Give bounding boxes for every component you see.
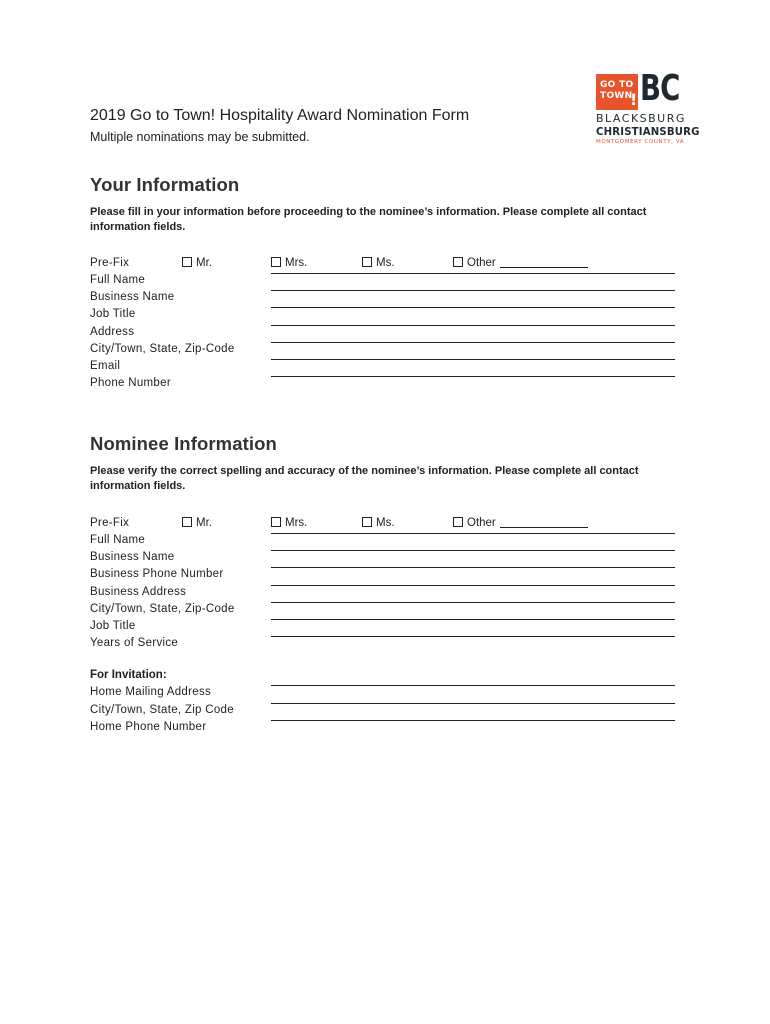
- nominee-full-name-blank[interactable]: [271, 533, 675, 534]
- your-city-blank[interactable]: [271, 342, 675, 343]
- nominee-business-name-blank[interactable]: [271, 550, 675, 551]
- logo-christiansburg: CHRISTIANSBURG: [596, 125, 700, 138]
- logo-blacksburg: BLACKSBURG: [596, 112, 686, 125]
- home-phone-blank[interactable]: [271, 720, 675, 721]
- other-blank[interactable]: [500, 267, 588, 268]
- checkbox-icon[interactable]: [271, 257, 281, 267]
- your-email-blank[interactable]: [271, 359, 675, 360]
- your-field-label: Phone Number: [90, 377, 171, 389]
- checkbox-icon[interactable]: [453, 257, 463, 267]
- nominee-field-label: City/Town, State, Zip-Code: [90, 603, 235, 615]
- nominee-business-phone-blank[interactable]: [271, 567, 675, 568]
- invitation-field-label: City/Town, State, Zip Code: [90, 704, 234, 716]
- nominee-city-blank[interactable]: [271, 602, 675, 603]
- nominee-business-address-blank[interactable]: [271, 585, 675, 586]
- option-label: Other: [467, 257, 496, 269]
- invitation-heading: For Invitation:: [90, 669, 167, 681]
- invitation-field-label: Home Mailing Address: [90, 686, 212, 698]
- nominee-prefix-label: Pre-Fix: [90, 517, 130, 529]
- your-prefix-ms[interactable]: [362, 257, 395, 269]
- your-field-label: Email: [90, 360, 121, 372]
- nominee-prefix-mr[interactable]: [182, 517, 212, 529]
- nominee-prefix-ms[interactable]: [362, 517, 395, 529]
- logo-county: MONTGOMERY COUNTY, VA: [596, 139, 685, 145]
- option-label: Mrs.: [285, 517, 308, 529]
- home-mailing-address-blank[interactable]: [271, 685, 675, 686]
- your-phone-blank[interactable]: [271, 376, 675, 377]
- logo-orange-box: [596, 74, 638, 110]
- nominee-field-label: Business Address: [90, 586, 187, 598]
- option-label: Other: [467, 517, 496, 529]
- your-prefix-mr[interactable]: [182, 257, 212, 269]
- your-field-label: Business Name: [90, 291, 175, 303]
- other-blank[interactable]: [500, 527, 588, 528]
- invitation-field-label: Home Phone Number: [90, 721, 207, 733]
- your-info-instructions: Please fill in your information before proceeding to the nominee’s information. Please complete all contact information fields.: [90, 206, 647, 233]
- checkbox-icon[interactable]: [271, 517, 281, 527]
- logo-exclamation: !: [630, 90, 638, 109]
- checkbox-icon[interactable]: [362, 517, 372, 527]
- nominee-info-instructions: Please verify the correct spelling and accuracy of the nominee’s information. Please complete all contact information fields.: [90, 465, 639, 492]
- checkbox-icon[interactable]: [362, 257, 372, 267]
- option-label: Ms.: [376, 517, 395, 529]
- your-prefix-mrs[interactable]: [271, 257, 307, 269]
- form-title: 2019 Go to Town! Hospitality Award Nomination Form: [90, 107, 470, 124]
- checkbox-icon[interactable]: [453, 517, 463, 527]
- your-full-name-blank[interactable]: [271, 273, 675, 274]
- your-info-heading: Your Information: [90, 174, 240, 195]
- your-field-label: Address: [90, 326, 135, 338]
- nominee-field-label: Business Name: [90, 551, 175, 563]
- nominee-field-label: Full Name: [90, 534, 146, 546]
- nominee-prefix-other[interactable]: [453, 517, 588, 529]
- nominee-field-label: Business Phone Number: [90, 568, 224, 580]
- nominee-prefix-mrs[interactable]: [271, 517, 307, 529]
- your-address-blank[interactable]: [271, 325, 675, 326]
- nominee-info-heading: Nominee Information: [90, 433, 277, 454]
- logo-box-text: GO TO TOWN: [600, 80, 634, 101]
- checkbox-icon[interactable]: [182, 257, 192, 267]
- nominee-field-label: Job Title: [90, 620, 136, 632]
- nominee-years-blank[interactable]: [271, 636, 675, 637]
- your-job-title-blank[interactable]: [271, 307, 675, 308]
- checkbox-icon[interactable]: [182, 517, 192, 527]
- option-label: Mr.: [196, 257, 212, 269]
- your-field-label: Full Name: [90, 274, 146, 286]
- form-subtitle: Multiple nominations may be submitted.: [90, 130, 310, 144]
- your-business-name-blank[interactable]: [271, 290, 675, 291]
- nominee-field-label: Years of Service: [90, 637, 179, 649]
- your-field-label: Job Title: [90, 308, 136, 320]
- nominee-job-title-blank[interactable]: [271, 619, 675, 620]
- logo-bc-letters: BC: [640, 68, 680, 109]
- option-label: Mrs.: [285, 257, 308, 269]
- your-prefix-other[interactable]: [453, 257, 588, 269]
- your-prefix-label: Pre-Fix: [90, 257, 130, 269]
- go-to-town-logo: [596, 68, 700, 148]
- option-label: Ms.: [376, 257, 395, 269]
- your-field-label: City/Town, State, Zip-Code: [90, 343, 235, 355]
- option-label: Mr.: [196, 517, 212, 529]
- home-city-blank[interactable]: [271, 703, 675, 704]
